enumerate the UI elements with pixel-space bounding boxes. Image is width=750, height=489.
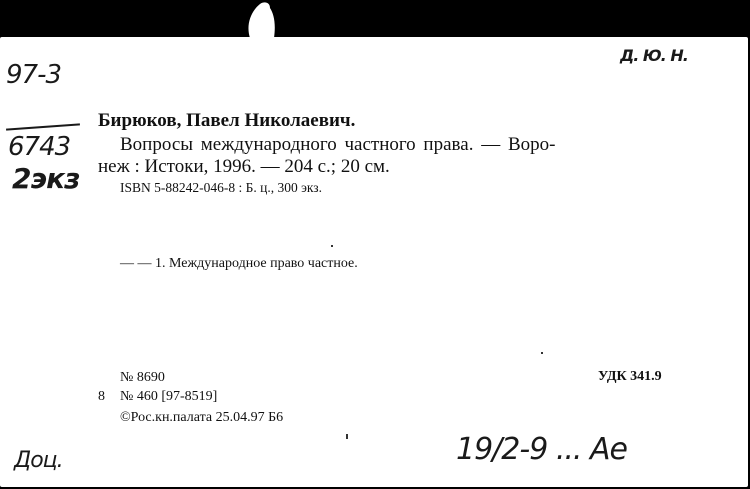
speck <box>331 245 333 247</box>
catalog-card <box>0 37 748 487</box>
handwritten-copies: 2экз <box>12 162 80 195</box>
card-subject-heading: — — 1. Международное право частное. <box>120 256 358 271</box>
handwritten-top-right-mark: Д. Ю. Н. <box>620 46 688 65</box>
card-isbn-line: ISBN 5-88242-046-8 : Б. ц., 300 экз. <box>120 180 322 195</box>
card-number-2: № 460 [97-8519] <box>120 389 218 404</box>
card-copyright-line: ©Рос.кн.палата 25.04.97 Б6 <box>120 410 284 425</box>
card-number-1: № 8690 <box>120 370 165 385</box>
speck <box>541 352 543 354</box>
speck <box>346 434 348 439</box>
card-title-line-2: неж : Истоки, 1996. — 204 с.; 20 см. <box>98 156 390 177</box>
handwritten-bottom-right: 19/2-9 ... Ае <box>456 432 627 467</box>
card-title-line-1: Вопросы международного частного права. — Воро- <box>120 134 556 155</box>
card-udk: УДК 341.9 <box>598 369 662 384</box>
card-number-2-prefix: 8 <box>98 389 105 404</box>
card-hole-notch <box>244 0 280 38</box>
handwritten-shelf-mark-top: 97-3 <box>6 60 62 90</box>
handwritten-bottom-left: Доц. <box>14 448 63 473</box>
handwritten-shelf-mark-bottom: 6743 <box>8 132 71 162</box>
card-author: Бирюков, Павел Николаевич. <box>98 110 356 131</box>
